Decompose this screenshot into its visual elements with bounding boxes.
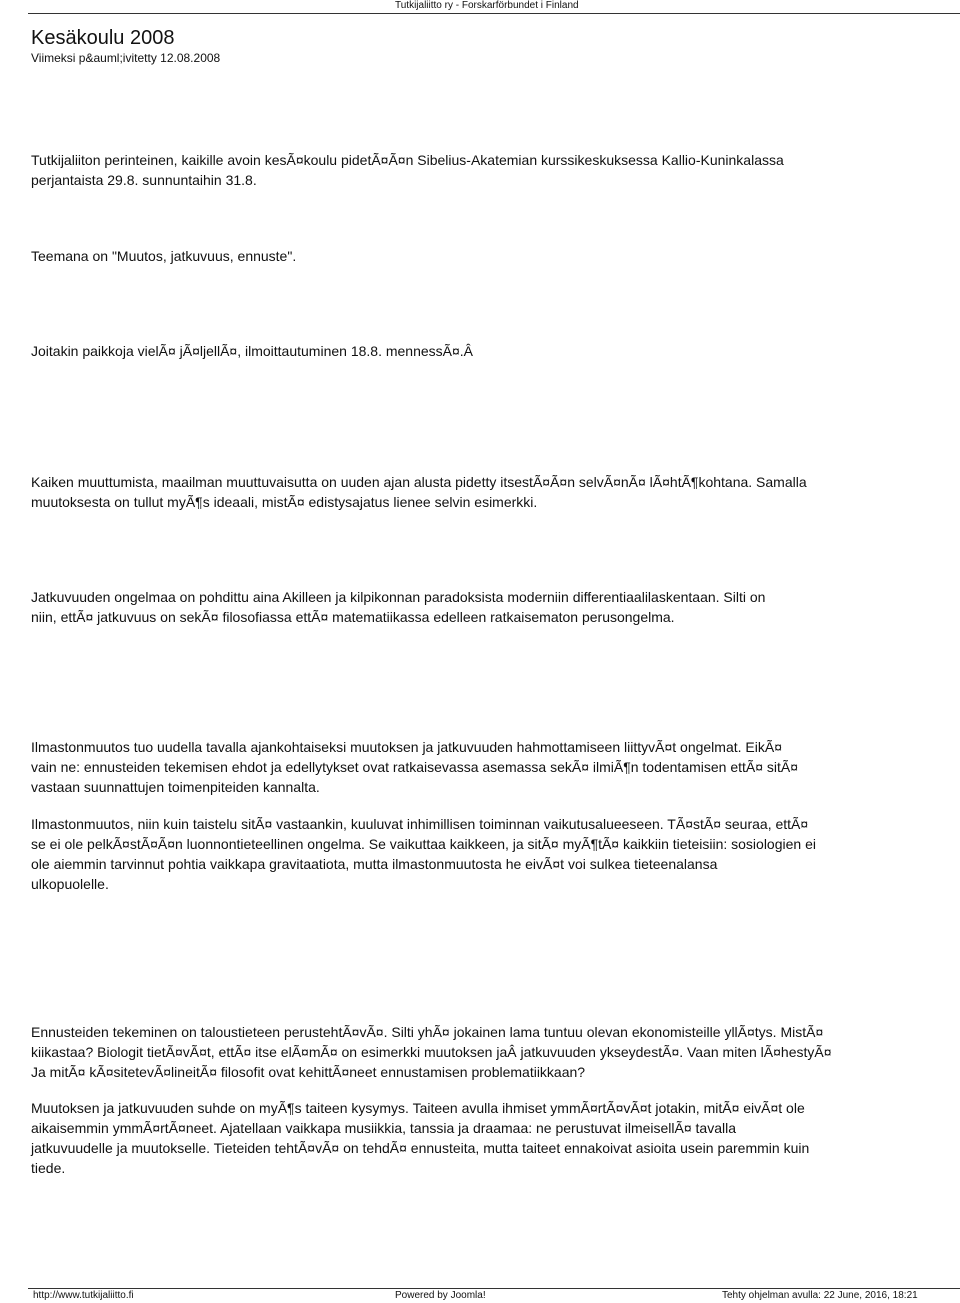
climate-action-paragraph: Ilmastonmuutos, niin kuin taistelu sitÃ¤ vastaankin, kuuluvat inhimillisen toiminnan vaikutusalueeseen. TÃ¤stÃ¤ seuraa, ettÃ¤ se ei ole pelkÃ¤stÃ¤Ã¤n luonnontieteellinen ongelma. Se vaikuttaa kaikkeen, ja sitÃ¤ myÃ¶tÃ¤ kaikkiin tieteisiin: sosiologien ei ole aiemmin tarvinnut pohtia vaikkapa gravitaatiota, mutta ilmastonmuutosta he eivÃ¤t voi sulkea tieteenalansa ulkopuolelle. <box>31 816 816 892</box>
continuity-paragraph: Jatkuvuuden ongelmaa on pohdittu aina Akilleen ja kilpikonnan paradoksista moderniin differentiaalilaskentaan. Silti on niin, ettÃ¤ jatkuvuus on sekÃ¤ filosofiassa ettÃ¤ matematiikassa edelleen ratkaisematon perusongelma. <box>31 589 766 625</box>
change-paragraph: Kaiken muuttumista, maailman muuttuvaisutta on uuden ajan alusta pidetty itsestÃ¤Ã¤n selvÃ¤nÃ¤ lÃ¤htÃ¶kohtana. Samalla muutoksesta on tullut myÃ¶s ideaali, mistÃ¤ edistysajatus lienee selvin esimerkki. <box>31 474 807 510</box>
footer-divider <box>28 1288 960 1289</box>
footer-powered-by: Powered by Joomla! <box>395 1290 486 1301</box>
theme-paragraph: Teemana on "Muutos, jatkuvuus, ennuste". <box>31 248 297 264</box>
article-header <box>31 26 220 66</box>
page-title: Kesäkoulu 2008 <box>31 27 175 49</box>
site-header: Tutkijaliitto ry - Forskarförbundet i Finland <box>395 0 579 11</box>
footer-url[interactable]: http://www.tutkijaliitto.fi <box>33 1290 134 1301</box>
last-updated: Viimeksi p&auml;ivitetty 12.08.2008 <box>31 51 221 65</box>
art-paragraph: Muutoksen ja jatkuvuuden suhde on myÃ¶s taiteen kysymys. Taiteen avulla ihmiset ymmÃ¤rtÃ¤vÃ¤t jotakin, mitÃ¤ eivÃ¤t ole aikaisemmin ymmÃ¤rtÃ¤neet. Ajatellaan vaikkapa musiikkia, tanssia ja draamaa: ne perustuvat ilmeisellÃ¤ tavalla jatkuvuudelle ja muutokselle. Tieteiden tehtÃ¤vÃ¤ on tehdÃ¤ ennusteita, mutta taiteet ennakoivat asioita usein paremmin kuin tiede. <box>31 1100 810 1176</box>
climate-paragraph: Ilmastonmuutos tuo uudella tavalla ajankohtaiseksi muutoksen ja jatkuvuuden hahmottamiseen liittyvÃ¤t ongelmat. EikÃ¤ vain ne: ennusteiden tekemisen ehdot ja edellytykset ovat ratkaisevassa asemassa sekÃ¤ ilmiÃ¶n todentamisen ettÃ¤ sitÃ¤ vastaan suunnattujen toimenpiteiden kannalta. <box>31 739 799 795</box>
header-divider <box>28 13 960 14</box>
intro-paragraph: Tutkijaliiton perinteinen, kaikille avoin kesÃ¤koulu pidetÃ¤Ã¤n Sibelius-Akatemian kurssikeskuksessa Kallio-Kuninkalassa perjantaista 29.8. sunnuntaihin 31.8. <box>31 152 784 188</box>
footer-generated: Tehty ohjelman avulla: 22 June, 2016, 18:21 <box>722 1290 918 1301</box>
forecast-paragraph: Ennusteiden tekeminen on taloustieteen perustehtÃ¤vÃ¤. Silti yhÃ¤ jokainen lama tuntuu olevan ekonomisteille yllÃ¤tys. MistÃ¤ kiikastaa? Biologit tietÃ¤vÃ¤t, ettÃ¤ itse elÃ¤mÃ¤ on esimerkki muutoksen jaÂ jatkuvuuden ykseydestÃ¤. Vaan miten lÃ¤hestyÃ¤ Ja mitÃ¤ kÃ¤sitetevÃ¤lineitÃ¤ filosofit ovat kehittÃ¤neet ennustamisen problematiikkaan? <box>31 1024 832 1080</box>
registration-paragraph: Joitakin paikkoja vielÃ¤ jÃ¤ljellÃ¤, ilmoittautuminen 18.8. mennessÃ¤.Â <box>31 343 474 359</box>
